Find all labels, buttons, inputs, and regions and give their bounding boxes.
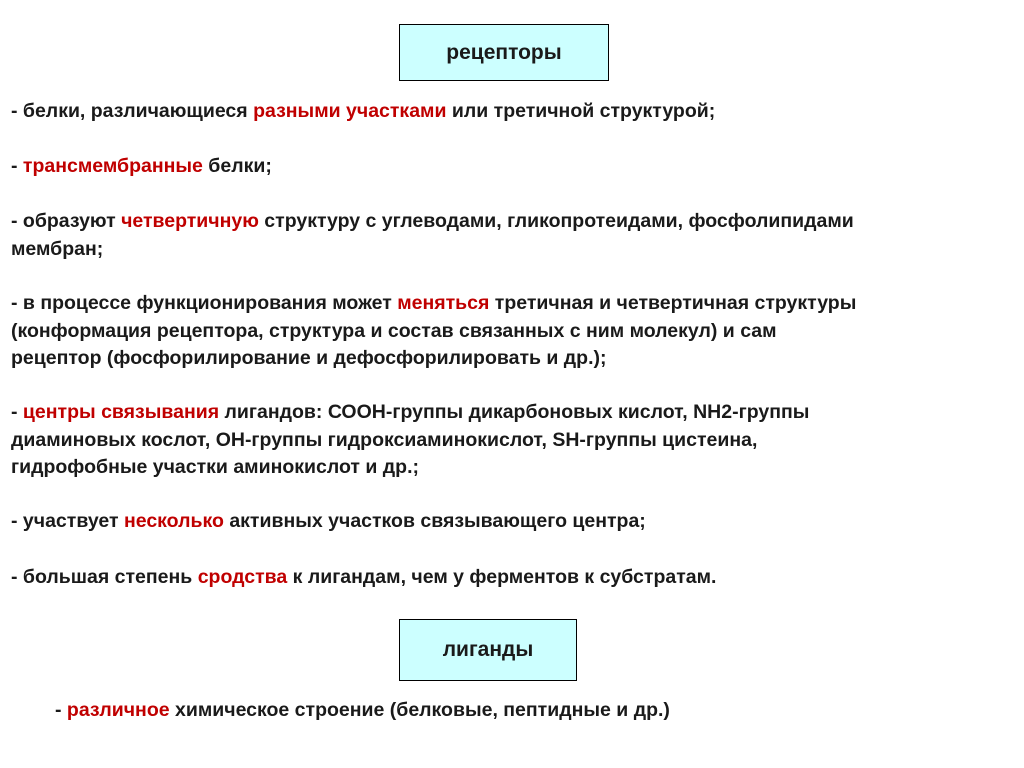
receptors-title: рецепторы — [446, 40, 562, 64]
highlight-text: меняться — [397, 292, 490, 314]
text-segment: - участвует — [11, 510, 124, 532]
text-segment: диаминовых кослот, ОН-группы гидроксиаминокислот, SH-группы цистеина, — [11, 428, 758, 451]
text-segment: - — [11, 401, 23, 423]
ligands-title: лиганды — [442, 638, 534, 661]
text-segment: - — [55, 699, 67, 721]
text-segment: (конформация рецептора, структура и состав связанных с ним молекул) и сам — [11, 319, 777, 342]
highlight-text: центры связывания — [22, 401, 220, 423]
receptor-point-2 — [11, 153, 1011, 181]
receptor-point-6 — [11, 508, 1011, 536]
text-segment: рецептор (фосфорилирование и дефосфорилировать и др.); — [11, 347, 607, 369]
text-segment: мембран; — [11, 237, 104, 260]
highlight-text: четвертичную — [121, 210, 259, 232]
text-segment: структуру с углеводами, гликопротеидами, фосфолипидами — [258, 210, 854, 232]
text-segment: третичная и четвертичная структуры — [489, 292, 857, 314]
highlight-text: трансмембранные — [22, 155, 203, 177]
ligand-point-1 — [55, 697, 1024, 725]
text-segment: - образуют — [11, 210, 122, 232]
text-segment: - в процессе функционирования может — [11, 292, 398, 314]
text-segment: - — [11, 155, 23, 177]
ligands-title-box — [399, 619, 577, 681]
text-segment: активных участков связывающего центра; — [223, 510, 646, 532]
highlight-text: различное — [66, 699, 170, 721]
text-segment: лигандов: СООН-группы дикарбоновых кислот, NH2-группы — [219, 401, 810, 423]
text-segment: к лигандам, чем у ферментов к субстратам. — [287, 566, 717, 588]
receptors-title-box — [399, 24, 609, 81]
receptor-point-4 — [11, 290, 1011, 373]
receptor-point-5 — [11, 399, 1011, 482]
highlight-text: разными участками — [253, 100, 447, 122]
text-segment: химическое строение (белковые, пептидные и др.) — [169, 699, 670, 721]
text-segment: белки; — [202, 155, 272, 177]
text-segment: гидрофобные участки аминокислот и др.; — [11, 456, 420, 478]
text-segment: - большая степень — [11, 566, 198, 588]
highlight-text: несколько — [123, 510, 224, 532]
text-segment: - белки, различающиеся — [11, 100, 254, 122]
text-segment: или третичной структурой; — [446, 100, 716, 122]
receptor-point-3 — [11, 208, 1011, 263]
highlight-text: сродства — [197, 566, 288, 588]
receptor-point-7 — [11, 564, 1011, 592]
receptor-point-1 — [11, 98, 1011, 126]
